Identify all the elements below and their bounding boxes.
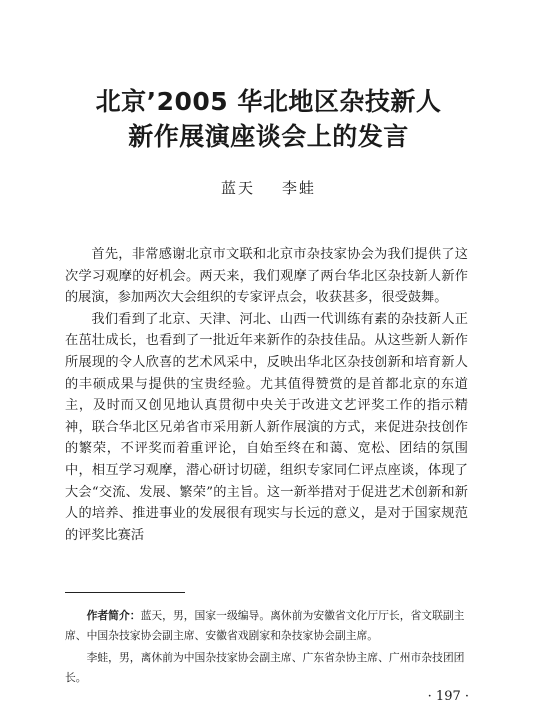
footnote-divider [65, 592, 185, 593]
footnotes [65, 606, 468, 690]
page-number: · 197 · [427, 689, 469, 704]
footnote-author-1-text: 蓝天，男，国家一级编导。离休前为安徽省文化厅厅长，省文联副主席、中国杂技家协会副主席、安徽省戏剧家和杂技家协会副主席。 [65, 609, 465, 642]
footnote-label: 作者简介： [86, 609, 141, 622]
footnote-author-2: 李蛙，男，离休前为中国杂技家协会副主席、广东省杂协主席、广州市杂技团团长。 [65, 651, 465, 684]
paragraph-1: 首先，非常感谢北京市文联和北京市杂技家协会为我们提供了这次学习观摩的好机会。两天来，我们观摩了两台华北区杂技新人新作的展演，参加两次大会组织的专家评点会，收获甚多，很受鼓舞。 [65, 247, 468, 306]
article-body [65, 244, 468, 546]
title-line-2: 新作展演座谈会上的发言 [128, 122, 409, 151]
authors: 蓝天 李蛙 [220, 179, 317, 197]
title-line-1: 北京’2005 华北地区杂技新人 [95, 87, 442, 116]
footnote-author-1 [65, 606, 468, 646]
paragraph-2: 我们看到了北京、天津、河北、山西一代训练有素的杂技新人正在茁壮成长，也看到了一批近年来新作的杂技佳品。从这些新人新作所展现的令人欣喜的艺术风采中，反映出华北区杂技创新和培育新人的丰硕成果与提供的宝贵经验。尤其值得赞赏的是首都北京的东道主，及时而又创见地认真贯彻中央关于改进文艺评奖工作的指示精神，联合华北区兄弟省市采用新人新作展演的方式，来促进杂技创作的繁荣，不评奖而着重评论，自始至终在和蔼、宽松、团结的氛围中，相互学习观摩，潜心研讨切磋，组织专家同仁评点座谈，体现了大会“交流、发展、繁荣”的主旨。这一新举措对于促进艺术创新和新人的培养、推进事业的发展很有现实与长远的意义，是对于国家规范的评奖比赛活 [65, 311, 468, 543]
